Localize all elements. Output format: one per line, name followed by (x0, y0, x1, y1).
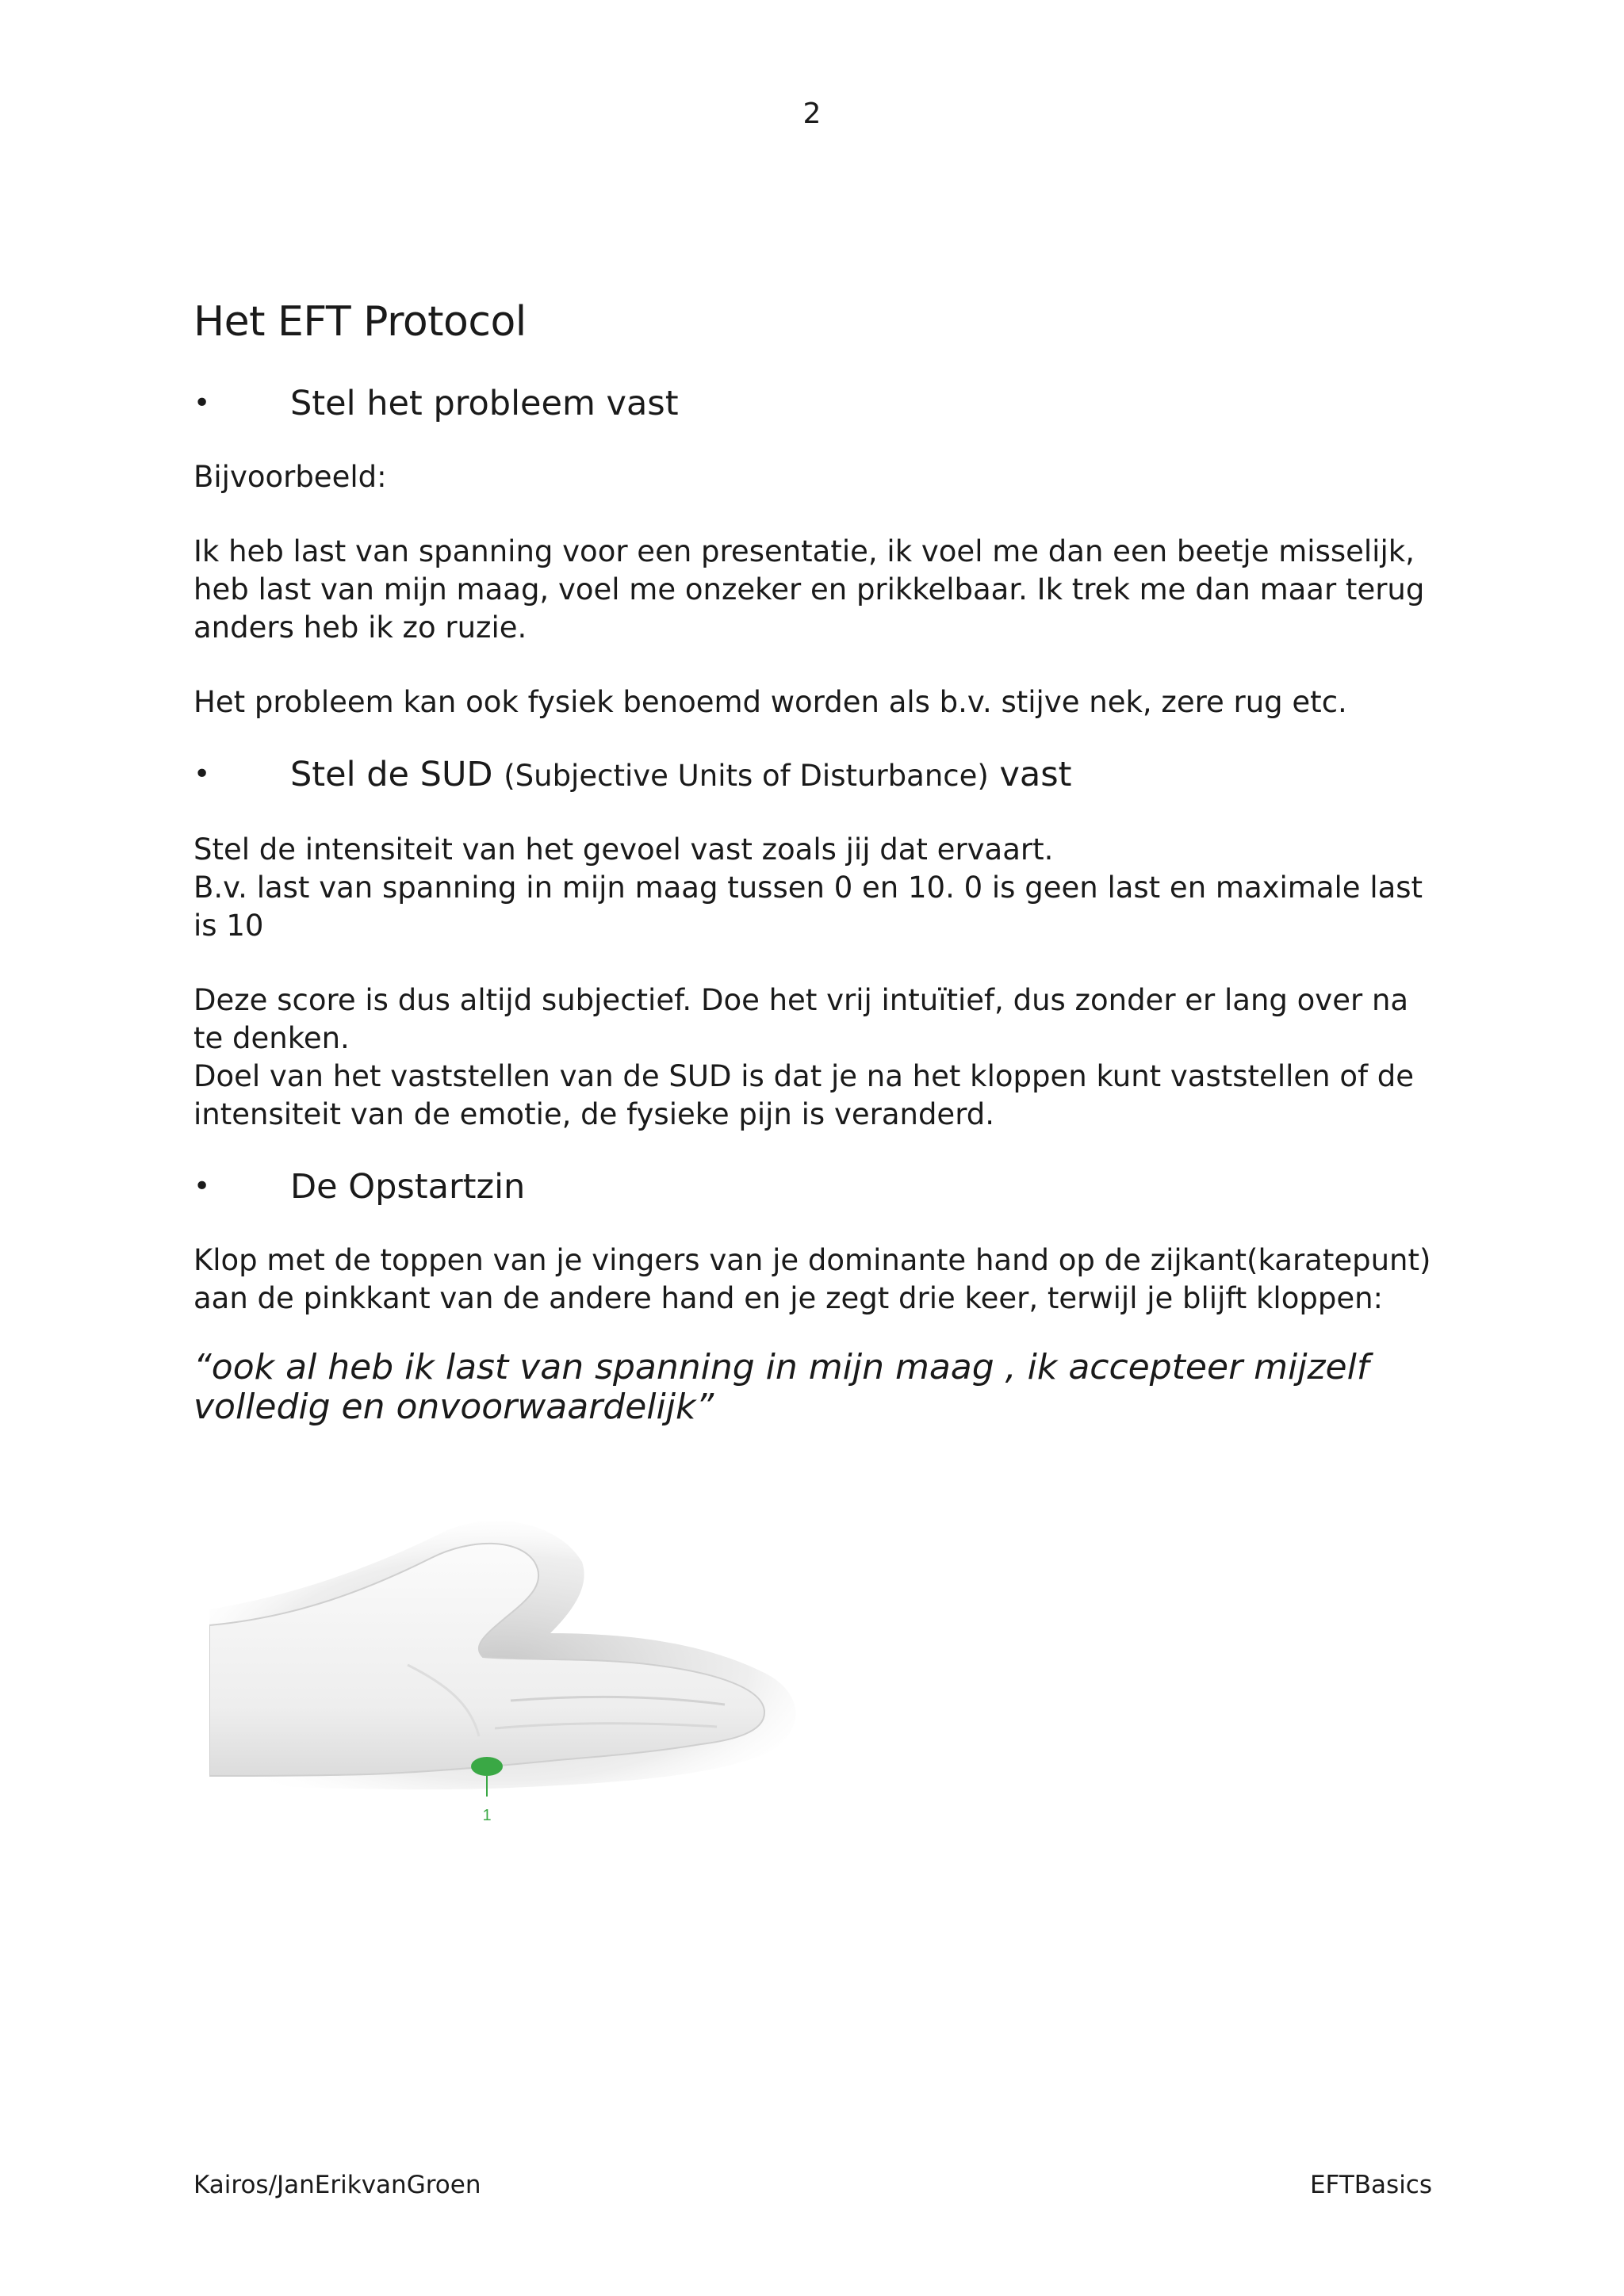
karate-point-label: 1 (482, 1807, 492, 1824)
page-number: 2 (802, 98, 822, 130)
paragraph: Bijvoorbeeld: (193, 460, 387, 494)
paragraph: Ik heb last van spanning voor een presentatie, ik voel me dan een beetje misselijk, heb last van mijn maag, voel me onzeker en prikkelbaar. Ik trek me dan maar terug anders heb ik zo ruzie. (193, 534, 1425, 645)
paragraph: Stel de intensiteit van het gevoel vast zoals jij dat ervaart. (193, 832, 1054, 867)
page-title: Het EFT Protocol (193, 298, 527, 346)
section-heading-text: De Opstartzin (290, 1167, 526, 1207)
paragraph: B.v. last van spanning in mijn maag tussen 0 en 10. 0 is geen last en maximale last is 10 (193, 871, 1423, 943)
section-heading-subtitle: (Subjective Units of Disturbance) (504, 759, 989, 793)
paragraph: Deze score is dus altijd subjectief. Doe het vrij intuïtief, dus zonder er lang over na te denken. (193, 983, 1409, 1055)
paragraph: Het probleem kan ook fysiek benoemd worden als b.v. stijve nek, zere rug etc. (193, 685, 1347, 719)
setup-phrase-quote: “ook al heb ik last van spanning in mijn maag , ik accepteer mijzelf volledig en onvoorwaardelijk” (193, 1347, 1369, 1427)
footer-author: Kairos/JanErikvanGroen (193, 2171, 481, 2199)
footer-document-name: EFTBasics (1309, 2171, 1432, 2199)
section-heading-opstartzin (193, 1162, 1446, 1211)
page-content (193, 293, 1446, 1427)
section-heading-text: Stel de SUD (290, 755, 493, 794)
bullet-icon: • (193, 758, 211, 790)
section-heading-text-end: vast (999, 755, 1072, 794)
section-heading-sud (193, 750, 1446, 801)
bullet-icon: • (193, 1170, 211, 1203)
section-heading-probleem (193, 379, 1446, 428)
bullet-icon: • (193, 387, 211, 419)
hand-karate-point-icon (209, 1514, 812, 1831)
section-heading-text: Stel het probleem vast (290, 384, 679, 423)
hand-illustration (209, 1514, 812, 1831)
paragraph: Doel van het vaststellen van de SUD is dat je na het kloppen kunt vaststellen of de intensiteit van de emotie, de fysieke pijn is veranderd. (193, 1059, 1415, 1131)
paragraph: Klop met de toppen van je vingers van je dominante hand op de zijkant(karatepunt) aan de pinkkant van de andere hand en je zegt drie keer, terwijl je blijft kloppen: (193, 1243, 1431, 1315)
karate-point-marker (471, 1757, 503, 1776)
